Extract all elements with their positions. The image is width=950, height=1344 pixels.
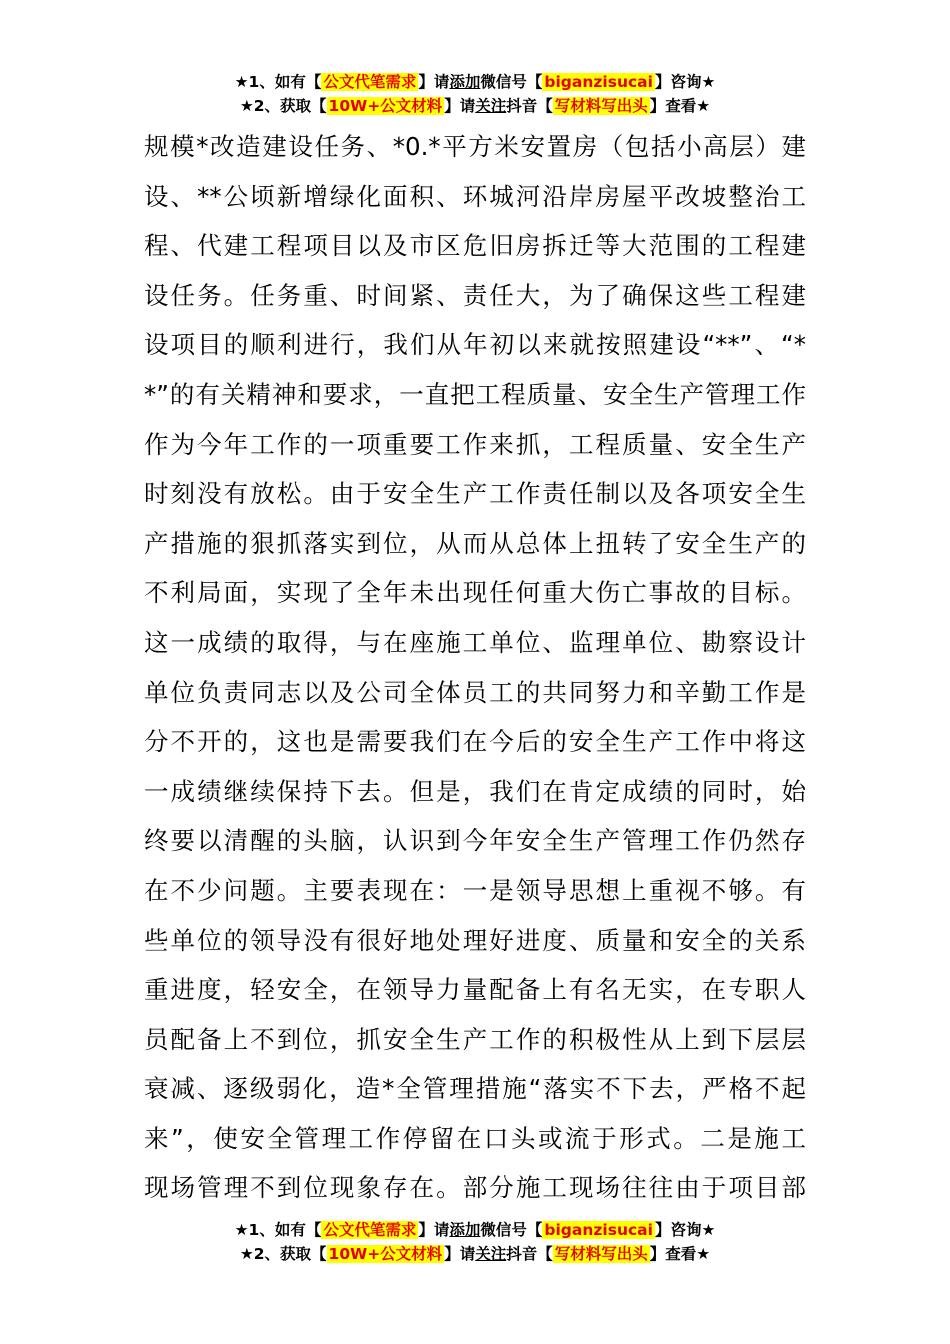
body-line: 些单位的领导没有很好地处理好进度、质量和安全的关系 — [144, 925, 806, 955]
banner-text: 抖音【 — [506, 97, 553, 115]
banner-text: 】请 — [444, 1245, 476, 1263]
body-line: 员配备上不到位，抓安全生产工作的积极性从上到下层层 — [144, 1024, 806, 1054]
banner-highlight: 10W+公文材料 — [328, 1245, 443, 1263]
banner-line-2 — [0, 94, 950, 118]
banner-text: ★2、获取【 — [239, 97, 327, 115]
banner-line-1 — [0, 70, 950, 94]
body-line: 程、代建工程项目以及市区危旧房拆迁等大范围的工程建 — [144, 231, 806, 261]
banner-highlight: 公文代笔需求 — [323, 73, 417, 91]
banner-text: ★1、如有【 — [234, 73, 322, 91]
banner-highlight: 写材料写出头 — [554, 1245, 648, 1263]
banner-text: 】请 — [418, 1221, 450, 1239]
banner-text: 】查看★ — [649, 97, 711, 115]
banner-highlight: 写材料写出头 — [554, 97, 648, 115]
banner-highlight: biganzisucai — [544, 1221, 653, 1239]
footer-banner — [0, 1218, 950, 1266]
banner-highlight: biganzisucai — [544, 73, 653, 91]
banner-line-1 — [0, 1218, 950, 1242]
body-line: 产措施的狠抓落实到位，从而从总体上扭转了安全生产的 — [144, 528, 806, 558]
banner-text: 微信号【 — [480, 73, 543, 91]
header-banner — [0, 70, 950, 118]
banner-text: 抖音【 — [506, 1245, 553, 1263]
body-line: 设任务。任务重、时间紧、责任大，为了确保这些工程建 — [144, 280, 806, 310]
banner-highlight: 10W+公文材料 — [328, 97, 443, 115]
body-line: 规模*改造建设任务、*0.*平方米安置房（包括小高层）建 — [144, 132, 806, 161]
body-line: 单位负责同志以及公司全体员工的共同努力和辛勤工作是 — [144, 677, 806, 707]
body-line: 衰减、逐级弱化，造*全管理措施“落实不下去，严格不起 — [144, 1074, 806, 1104]
banner-text: 微信号【 — [480, 1221, 543, 1239]
body-line: 设、**公顷新增绿化面积、环城河沿岸房屋平改坡整治工 — [144, 181, 806, 211]
body-line: 作为今年工作的一项重要工作来抓，工程质量、安全生产 — [144, 429, 806, 459]
banner-text: ★1、如有【 — [234, 1221, 322, 1239]
body-line: 一成绩继续保持下去。但是，我们在肯定成绩的同时，始 — [144, 776, 806, 806]
body-line: *”的有关精神和要求，一直把工程质量、安全生产管理工作 — [144, 379, 806, 409]
banner-text: 】请 — [418, 73, 450, 91]
body-line: 终要以清醒的头脑，认识到今年安全生产管理工作仍然存 — [144, 826, 806, 856]
body-line: 时刻没有放松。由于安全生产工作责任制以及各项安全生 — [144, 479, 806, 509]
body-line: 现场管理不到位现象存在。部分施工现场往往由于项目部 — [144, 1173, 806, 1203]
banner-underlined: 关注 — [475, 1245, 507, 1263]
body-line: 分不开的，这也是需要我们在今后的安全生产工作中将这 — [144, 727, 806, 757]
body-line: 不利局面，实现了全年未出现任何重大伤亡事故的目标。 — [144, 578, 806, 608]
banner-text: 】请 — [444, 97, 476, 115]
banner-text: 】咨询★ — [654, 73, 716, 91]
body-line: 这一成绩的取得，与在座施工单位、监理单位、勘察设计 — [144, 627, 806, 657]
banner-underlined: 关注 — [475, 97, 507, 115]
banner-underlined: 添加 — [449, 1221, 481, 1239]
banner-text: 】咨询★ — [654, 1221, 716, 1239]
banner-text: ★2、获取【 — [239, 1245, 327, 1263]
body-line: 来”，使安全管理工作停留在口头或流于形式。二是施工 — [144, 1123, 806, 1153]
document-body — [144, 122, 806, 1213]
banner-line-2 — [0, 1242, 950, 1266]
body-line: 设项目的顺利进行，我们从年初以来就按照建设“**”、“* — [144, 330, 806, 360]
body-line: 在不少问题。主要表现在：一是领导思想上重视不够。有 — [144, 875, 806, 905]
banner-text: 】查看★ — [649, 1245, 711, 1263]
banner-underlined: 添加 — [449, 73, 481, 91]
body-line: 重进度，轻安全，在领导力量配备上有名无实，在专职人 — [144, 975, 806, 1005]
banner-highlight: 公文代笔需求 — [323, 1221, 417, 1239]
